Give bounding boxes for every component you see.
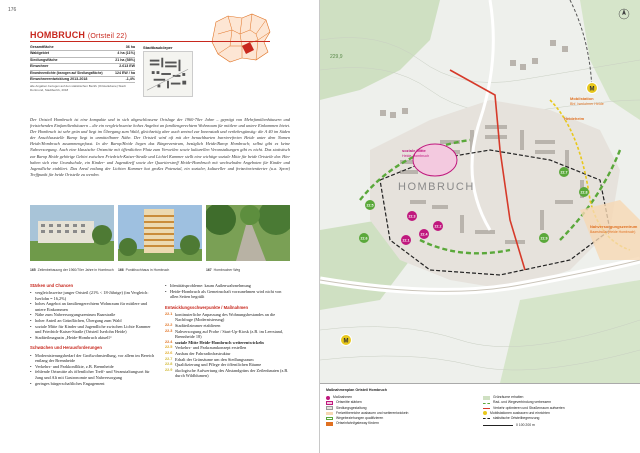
right-page-map <box>320 0 640 453</box>
marker-22-6: 22.6 <box>360 236 368 241</box>
marker-22-4: 22.4 <box>420 232 428 237</box>
list-item: • Modernisierungsbedarf der Großwohnsiedlung, vor allem im Bereich entlang der Brennheide <box>30 353 155 364</box>
photo-caption: 165 Zeilenbebauung der 1960/70er Jahre in Hombruch <box>30 267 114 272</box>
legend-item: Grünräume erhalten <box>483 395 634 400</box>
stat-row: Einwohnerdichte (bezogen auf Siedlungsfläche) 124 EW / ha <box>30 71 135 77</box>
stat-row: Waldgebiet 4 ha (11%) <box>30 51 135 57</box>
title-name: HOMBRUCH <box>30 30 86 40</box>
stat-row: Einwohner 2.613 EW <box>30 64 135 70</box>
map-label-mobil-sub: Bhf. Iserlohner Heide <box>570 102 604 106</box>
strengths-heading: Stärken und Chancen <box>30 283 74 288</box>
photo-2 <box>118 205 202 271</box>
body-text: Der Ortsteil Hombruch ist eine kompakte und in sich abgeschlossene Ortslage der 1960-70er Jahre – geprägt von Mehrfamilienhäusern und freistehenden Einfamilienhäusern – die ein vergleichsweise hohes Angebot an familiengerechtem Wohnraum für mittlere und untere Einkommen bietet. Der Hombruch ist sehr grün und liegt im Übergang zum Wald, gleichzeitig aber auch zentral zur Innenstadt und verkehrsgünstig: die A 40 im Süden der Anschlussstelle Barop liegt in unmittelbarer Nähe. Der Ortsteil wird oft mit der benachbarten barrierefreien Heide unter dem Namen Heide/Hombruch zusammengefasst. In der Barop/Heide liegen das Bürgerzentrum, bezüglich Heide/Barop Hombruch; selbst gibt es keine Nahversorgung. Auch eine klassische Ortsmitte mit öffentlichen Platz zum Verweilen sowie kulturellen Veranstaltungen gibt es nicht. Das statistisch zur Barop Heide gehörige Gebiet zwischen Friedrich-Kaiser-Straße und Lichtel Kammer stellt eine wichtige soziale Mitte für beide Ortsteile dar. Hier haben sich eine Grundschule, ein Kinder- und Jugendtreff sowie der Quartierstreff Heide-Hombruch mit wechselnden Angeboten für Kinder und Jugendliche etabliert. Das Areal entlang der Lichten Kammer hat großes Potenzial, ein sozialer, kultureller und freizeitorientierter (u.a. Sport) Treffpunkt für beide Ortsteile zu werden. <box>30 117 290 177</box>
photo-1 <box>30 205 114 271</box>
legend-item: Ortsmitte stärken <box>326 400 477 405</box>
photo-caption: 166 Punkthochhaus in Hombruch <box>118 267 170 272</box>
list-item: • hoher Anteil an Grünflächen, Übergang zum Wald <box>30 318 155 324</box>
map-label-mobil: Mobilstation <box>570 96 594 101</box>
measure-item: 22.3 Nahversorgung auf Probe / Start-Up-Kiosk (z.B. im Leerstand, Brennheide 18) <box>165 328 284 340</box>
district-overview-map <box>208 12 274 64</box>
list-item: • Nähe zum Nahversorgungszentrum Baarstraße <box>30 312 155 318</box>
measure-plan-map <box>320 0 640 383</box>
photo-image <box>118 205 202 261</box>
marker-22-7: 22.7 <box>560 170 568 175</box>
measure-item: 22.4 soziale Mitte Heide-Hombruch weiterentwickeln <box>165 339 264 345</box>
stats-note: alle Angaben bezogen auf den statistischen Bezirk (Ortsteilebene) Stadt Dortmund, Stadtbezirk, 2018 <box>30 84 126 93</box>
measure-item: 22.5 Verkehrs- und Parkraumkonzept erstellen <box>165 345 247 351</box>
map-label-nvz: Nahversorgungszentrum <box>590 224 638 229</box>
legend-item: Verkehr optimieren und Straßenraum aufwerten <box>483 406 634 411</box>
marker-22-8: 22.8 <box>580 190 588 195</box>
measures-heading: Entwicklungsschwerpunkte / Maßnahmen <box>165 304 249 310</box>
title-rule <box>30 41 270 42</box>
map-district-label: HOMBRUCH <box>398 181 475 193</box>
stat-row: Einwohnerentwicklung 2013-2018 -1,4% <box>30 77 135 83</box>
stat-row: Siedlungsfläche 21 ha (58%) <box>30 58 135 64</box>
right-column <box>165 283 290 386</box>
photo-image <box>30 205 114 261</box>
legend-item: Rad- und Wegeverbindung verbessern <box>483 400 634 405</box>
svg-text:M: M <box>343 338 349 345</box>
list-item: • hohes Angebot an familiengerechtem Wohnraum für mittlere und untere Einkommen <box>30 301 155 312</box>
page-number: 176 <box>8 7 17 13</box>
map-label-soziale: soziale Mitte <box>402 148 426 153</box>
list-item: • vergleichsweise junger Ortsteil (21% < 18-Jährige) (im Vergleich: Iserlohn = 16,2%) <box>30 290 155 301</box>
list-item: • Identitätsprobleme: kaum Außenwahrnehmung <box>165 283 290 289</box>
list-item: • fehlende Ortsmitte als öffentlicher Treff- und Veranstaltungsort für Jung und Alt mit Gastronomie und Nahversorgung <box>30 369 155 380</box>
page-title <box>30 30 127 40</box>
photo-caption: 167 Hombrucher Weg <box>206 267 241 272</box>
measure-item: 22.9 ökologische Aufwertung des Abstandgrüns der Zeilenbauten (z.B. durch Wildblumen) <box>165 367 289 379</box>
weaknesses-heading: Schwächen und Herausforderungen <box>30 345 102 351</box>
legend-item: Mobilstationen ausbauen und einrichten <box>483 411 634 416</box>
legend-column-2 <box>483 395 634 428</box>
list-item: • geringes bürgerschaftliches Engagement <box>30 381 155 387</box>
legend-item: Freizeitbereiche ausbauen und weiterentwickeln <box>326 411 477 416</box>
weaknesses-list <box>30 353 155 387</box>
measure-item: 22.2 Stadtteilzimmer etablieren <box>165 323 221 329</box>
list-item: • Heide-Hombruch als Gemeinschaft vorzunehmen wird nicht von allen Seiten begrüßt <box>165 289 290 300</box>
measure-item: 22.6 Ausbau der Fahrradinfrastruktur <box>165 351 231 357</box>
map-legend <box>320 383 640 453</box>
stats-table <box>30 45 135 93</box>
measure-item: 22.8 Qualifizierung und Pflege der öffentlichen Räume <box>165 362 262 368</box>
photo-3 <box>206 205 290 271</box>
map-elevation-label: 229,9 <box>330 54 343 60</box>
legend-item: Ortseinfahrt/gateway fördern <box>326 421 477 426</box>
legend-item: Wegebeziehungen qualifizieren <box>326 416 477 421</box>
marker-22-2: 22.2 <box>434 224 442 229</box>
legend-item: Maßnahmen <box>326 395 477 400</box>
stat-row: Gesamtfläche 36 ha <box>30 45 135 51</box>
marker-22-9: 22.9 <box>540 236 548 241</box>
analysis-columns <box>30 283 290 386</box>
title-suffix: (Ortsteil 22) <box>87 33 127 40</box>
map-label-heide: Heideheim <box>564 116 585 121</box>
left-column <box>30 283 155 386</box>
list-item: • Verkehrs- und Parkkonflikte, z.B. Brennheide <box>30 364 155 370</box>
building-figure-ground-map <box>143 51 193 97</box>
photo-image <box>206 205 290 261</box>
scale-bar: 0 100 200 m <box>483 423 634 428</box>
svg-text:M: M <box>589 86 595 93</box>
list-item: • soziale Mitte für Kinder und Jugendliche zwischen Lichte Kammer und Friedrich-Kaiser-Straße (Ortsteil Iserlohn Heide) <box>30 324 155 335</box>
list-item: • Stadtteilmagazin „Heide-Hombruch aktuell“ <box>30 335 155 341</box>
stadt-label: Stadtbaukörper <box>143 45 173 50</box>
map-label-soziale-sub: Heide-Hombruch <box>402 154 430 158</box>
strengths-list <box>30 290 155 340</box>
legend-item: statistische Ortsteilbegrenzung <box>483 416 634 421</box>
measure-item: 22.7 Erhalt der Grünsäume um den Siedlungsraum <box>165 356 254 362</box>
legend-title: Maßnahmenplan Ortsteil Hombruch <box>326 388 387 392</box>
marker-22-5: 22.5 <box>366 203 374 208</box>
marker-22-3: 22.3 <box>408 214 416 219</box>
legend-column-1 <box>326 395 477 428</box>
measure-item: 22.1 kontinuierliche Anpassung des Wohnungsbestandes an die Nachfrage (Modernisierung) <box>165 311 276 323</box>
marker-22-1: 22.1 <box>402 238 410 243</box>
measures-list <box>165 312 290 379</box>
map-label-nvz-sub: Baarstraße (Heide Hombruch) <box>590 230 636 234</box>
photo-row <box>30 205 290 271</box>
weaknesses-list-continued <box>165 283 290 300</box>
legend-item: Siedlungsgestaltung <box>326 406 477 411</box>
